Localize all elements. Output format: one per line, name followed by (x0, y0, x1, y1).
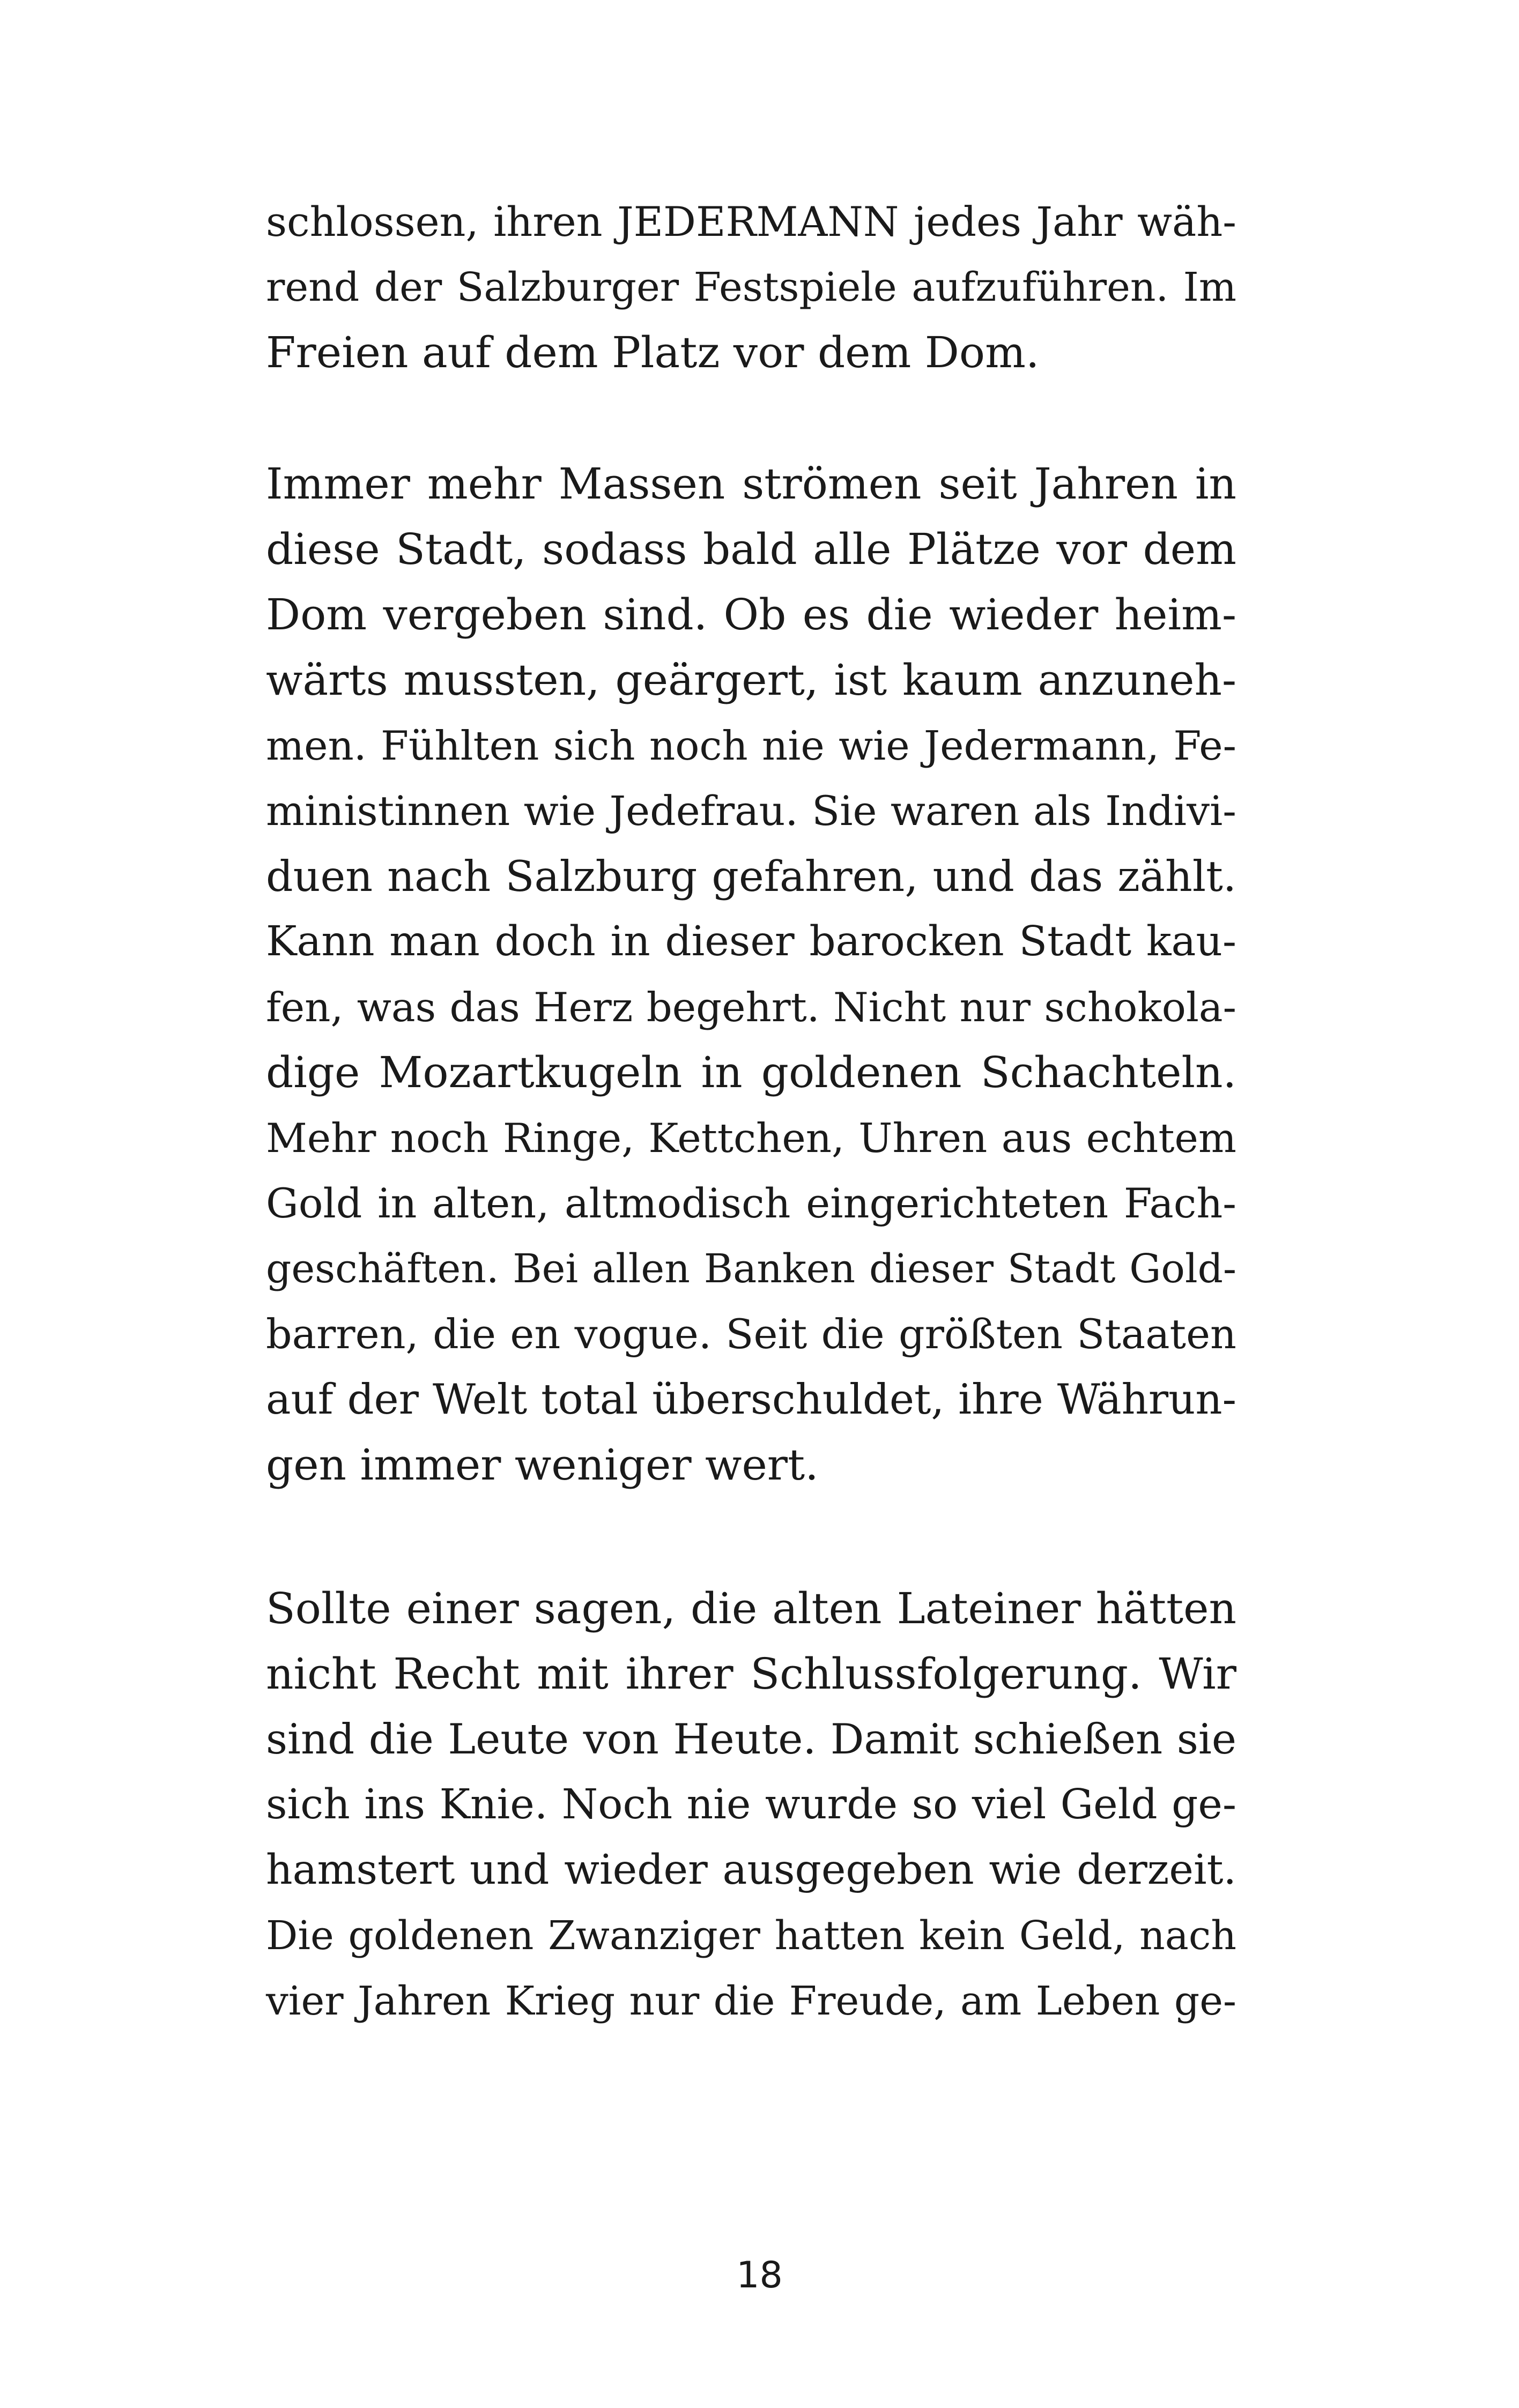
text-line: Kann man doch in dieser barocken Stadt kau- (266, 918, 1236, 965)
text-line: geschäften. Bei allen Banken dieser Stadt Gold- (266, 1246, 1236, 1292)
text-line: auf der Welt total überschuldet, ihre Währun- (266, 1376, 1236, 1424)
text-line: nicht Recht mit ihrer Schlussfolgerung. Wir (266, 1649, 1236, 1699)
text-line: Sollte einer sagen, die alten Lateiner hätten (266, 1584, 1236, 1633)
paragraph-2 (266, 451, 1236, 1498)
text-line: sich ins Knie. Noch nie wurde so viel Geld ge- (266, 1781, 1236, 1829)
page-number: 18 (736, 2254, 783, 2296)
text-line: Mehr noch Ringe, Kettchen, Uhren aus echtem (266, 1114, 1236, 1162)
text-line: wärts mussten, geärgert, ist kaum anzuneh- (266, 655, 1236, 705)
text-line: Freien auf dem Platz vor dem Dom. (266, 328, 1040, 377)
text-line: sind die Leute von Heute. Damit schießen sie (266, 1715, 1236, 1764)
text-line: vier Jahren Krieg nur die Freude, am Leben ge- (266, 1978, 1236, 2024)
text-line: Immer mehr Massen strömen seit Jahren in (266, 459, 1236, 509)
text-line: Gold in alten, altmodisch eingerichteten Fach- (266, 1179, 1236, 1227)
text-line: gen immer weniger wert. (266, 1440, 819, 1490)
text-line: fen, was das Herz begehrt. Nicht nur schokola- (266, 984, 1236, 1031)
text-line: hamstert und wieder ausgegeben wie derzeit. (266, 1846, 1236, 1894)
paragraph-3 (266, 1576, 1236, 2034)
text-line: diese Stadt, sodass bald alle Plätze vor dem (266, 524, 1236, 574)
text-line: men. Fühlten sich noch nie wie Jedermann, Fe- (266, 722, 1236, 769)
text-line: Die goldenen Zwanziger hatten kein Geld, nach (266, 1913, 1236, 1959)
paragraph-1 (266, 189, 1236, 385)
text-line: duen nach Salzburg gefahren, und das zählt. (266, 852, 1236, 901)
text-line: schlossen, ihren JEDERMANN jedes Jahr wäh- (266, 198, 1236, 246)
text-line: rend der Salzburger Festspiele aufzuführen. Im (266, 264, 1236, 310)
text-line: Dom vergeben sind. Ob es die wieder heim- (266, 590, 1236, 640)
text-line: dige Mozartkugeln in goldenen Schachteln. (266, 1047, 1236, 1097)
text-line: ministinnen wie Jedefrau. Sie waren als Indivi- (266, 787, 1236, 835)
text-line: barren, die en vogue. Seit die größten Staaten (266, 1310, 1236, 1358)
